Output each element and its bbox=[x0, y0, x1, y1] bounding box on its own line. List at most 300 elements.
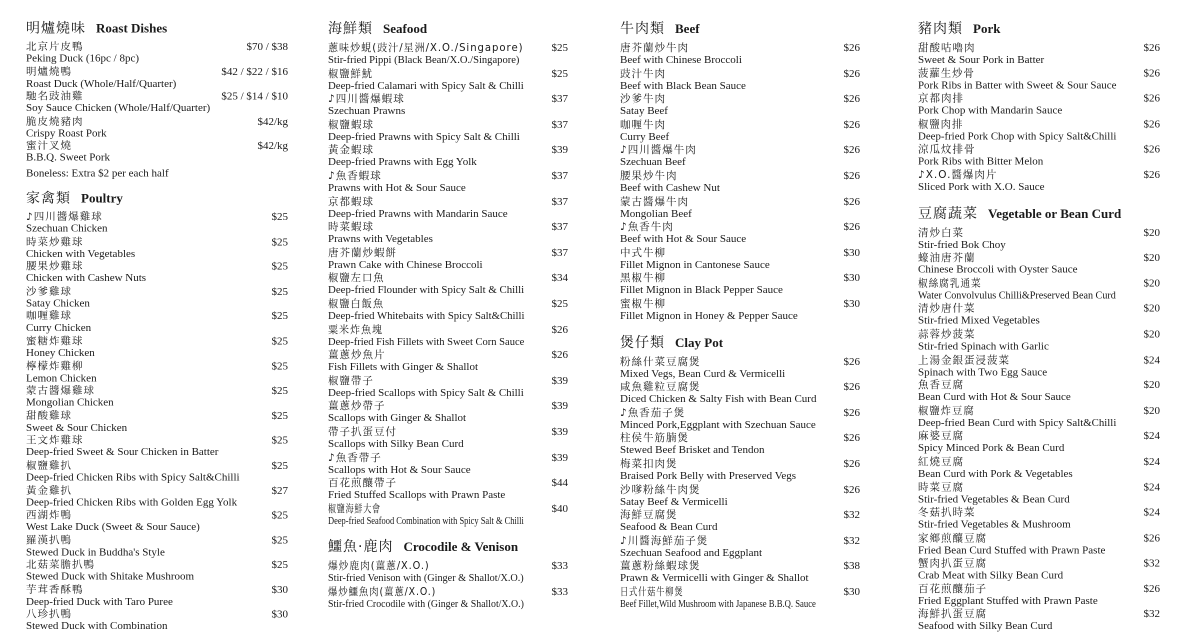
dish-names bbox=[620, 560, 809, 584]
dish-price: $25 bbox=[551, 67, 568, 80]
section-title-en: Beef bbox=[675, 21, 700, 36]
menu-item-roast-dishes bbox=[26, 66, 288, 91]
dish-name-en: Prawns with Vegetables bbox=[328, 233, 433, 246]
section-heading-pork bbox=[918, 18, 1160, 38]
menu-item-poultry bbox=[26, 410, 288, 435]
dish-price: $26 bbox=[1143, 583, 1160, 596]
dish-names bbox=[26, 91, 210, 114]
menu-item-seafood bbox=[328, 42, 568, 68]
menu-item-vegetable-or-bean-curd bbox=[918, 609, 1160, 634]
menu-item-poultry bbox=[26, 311, 288, 336]
dish-name-en: Stir-fried Vegetables & Mushroom bbox=[918, 518, 1071, 531]
dish-name-zh: 馳名豉油雞 bbox=[26, 90, 84, 103]
dish-name-zh: 帶子扒蛋豆付 bbox=[328, 425, 397, 438]
dish-name-en: Honey Chicken bbox=[26, 347, 95, 359]
dish-name-en: Beef Fillet,Wild Mushroom with Japanese B.B.Q. Sauce bbox=[620, 597, 816, 610]
dish-name-en: Beef with Cashew Nut bbox=[620, 181, 720, 194]
dish-name-en: Fillet Mignon in Black Pepper Sauce bbox=[620, 284, 783, 297]
dish-names bbox=[620, 119, 669, 143]
dish-names bbox=[328, 297, 525, 322]
menu-item-beef bbox=[620, 196, 860, 222]
dish-price: $39 bbox=[551, 425, 568, 438]
dish-name-en: Spinach with Two Egg Sauce bbox=[918, 365, 1048, 378]
dish-name-zh: 黑椒牛柳 bbox=[620, 272, 666, 285]
dish-name-zh: 百花煎釀帶子 bbox=[328, 477, 397, 490]
dish-names bbox=[620, 381, 816, 405]
dish-price: $32 bbox=[1143, 608, 1160, 621]
menu-item-beef bbox=[620, 247, 860, 273]
dish-name-en: Deep-fried Sweet & Sour Chicken in Batter bbox=[26, 446, 219, 459]
menu-item-poultry bbox=[26, 261, 288, 286]
menu-item-vegetable-or-bean-curd bbox=[918, 227, 1160, 252]
dish-name-en: Deep-fried Prawns with Spicy Salt & Chilli bbox=[328, 130, 520, 143]
dish-name-zh: ♪川醬海鮮茄子煲 bbox=[620, 534, 709, 547]
dish-names bbox=[328, 196, 508, 220]
dish-name-en: Satay Beef bbox=[620, 105, 668, 118]
dish-price: $37 bbox=[551, 195, 568, 208]
section-title-zh: 海鮮類 bbox=[328, 21, 373, 37]
dish-price: $39 bbox=[551, 374, 568, 387]
dish-names bbox=[918, 67, 1117, 92]
dish-price: $26 bbox=[843, 144, 860, 157]
dish-name-en: Scallops with Silky Bean Curd bbox=[328, 437, 464, 450]
dish-price: $24 bbox=[1143, 481, 1160, 494]
dish-price: $26 bbox=[843, 457, 860, 470]
dish-name-zh: ♪X.O.醬爆肉片 bbox=[918, 169, 998, 182]
dish-name-zh: 沙嗲粉絲牛肉煲 bbox=[620, 483, 701, 496]
menu-item-poultry bbox=[26, 236, 288, 261]
section-title-en: Crocodile & Venison bbox=[403, 539, 519, 555]
dish-name-en: Stewed Duck with Shitake Mushroom bbox=[26, 571, 195, 583]
menu-item-vegetable-or-bean-curd bbox=[918, 507, 1160, 532]
dish-price: $20 bbox=[1143, 252, 1160, 264]
section-title-zh: 牛肉類 bbox=[620, 21, 665, 37]
menu-item-seafood bbox=[328, 247, 568, 273]
dish-name-zh: ♪四川醬爆雞球 bbox=[26, 211, 103, 223]
dish-name-zh: 粉絲什菜豆腐煲 bbox=[620, 355, 701, 368]
dish-name-zh: 魚香豆腐 bbox=[918, 379, 964, 392]
dish-names bbox=[26, 410, 127, 433]
menu-item-poultry bbox=[26, 385, 288, 410]
dish-price: $30 bbox=[843, 297, 860, 310]
menu-item-poultry bbox=[26, 360, 288, 385]
dish-price: $25 bbox=[271, 435, 288, 447]
dish-name-zh: 檸檬炸雞柳 bbox=[26, 360, 84, 373]
dish-price: $26 bbox=[1143, 67, 1160, 80]
menu-item-poultry bbox=[26, 336, 288, 361]
dish-name-en: Deep-fried Chicken Ribs with Spicy Salt&Chilli bbox=[26, 471, 240, 484]
dish-name-en: Deep-fried Calamari with Spicy Salt & Chilli bbox=[328, 79, 524, 92]
dish-name-en: Mixed Vegs, Bean Curd & Vermicelli bbox=[620, 367, 786, 380]
dish-name-en: Sweet & Sour Pork in Batter bbox=[918, 53, 1045, 66]
dish-name-en: Pork Ribs in Batter with Sweet & Sour Sauce bbox=[918, 79, 1117, 92]
dish-name-zh: 王文炸雞球 bbox=[26, 435, 84, 447]
dish-price: $34 bbox=[551, 272, 568, 285]
dish-name-zh: 椒鹽肉排 bbox=[918, 118, 964, 131]
section-title-zh: 鱷魚·鹿肉 bbox=[328, 539, 394, 556]
dish-names bbox=[918, 169, 1044, 193]
dish-name-zh: 蒜蓉炒菠菜 bbox=[918, 328, 976, 341]
dish-name-zh: 薑蔥炒魚片 bbox=[328, 349, 386, 362]
dish-name-en: Satay Chicken bbox=[26, 297, 90, 310]
dish-name-zh: ♪魚香牛肉 bbox=[620, 221, 674, 234]
dish-names bbox=[620, 458, 796, 482]
menu-item-clay-pot bbox=[620, 381, 860, 407]
dish-name-en: Beef with Hot & Sour Sauce bbox=[620, 233, 747, 246]
dish-price: $42 / $22 / $16 bbox=[221, 66, 288, 78]
dish-name-en: Peking Duck (16pc / 8pc) bbox=[26, 52, 140, 65]
dish-name-en: Szechuan Chicken bbox=[26, 222, 108, 235]
dish-name-zh: 爆炒鹿肉(薑蔥/X.O.) bbox=[328, 560, 430, 573]
dish-name-en: Spicy Minced Pork & Bean Curd bbox=[918, 442, 1065, 455]
menu-item-vegetable-or-bean-curd bbox=[918, 328, 1160, 353]
dish-price: $27 bbox=[271, 484, 288, 497]
menu-item-seafood bbox=[328, 144, 568, 170]
dish-price: $26 bbox=[551, 349, 568, 362]
dish-price: $25 bbox=[271, 559, 288, 572]
menu-item-clay-pot bbox=[620, 356, 860, 382]
menu-item-pork bbox=[918, 67, 1160, 92]
dish-price: $32 bbox=[1143, 557, 1160, 570]
dish-names bbox=[26, 41, 139, 64]
dish-name-zh: 咸魚雞粒豆腐煲 bbox=[620, 381, 701, 394]
section-title-en: Vegetable or Bean Curd bbox=[988, 205, 1122, 221]
dish-names bbox=[26, 211, 108, 234]
dish-name-en: Fillet Mignon in Cantonese Sauce bbox=[620, 258, 770, 271]
dish-name-zh: 蜜椒牛柳 bbox=[620, 297, 666, 310]
menu-column-3 bbox=[620, 14, 860, 611]
dish-names bbox=[620, 272, 783, 296]
dish-names bbox=[918, 507, 1071, 531]
dish-price: $25 bbox=[271, 410, 288, 422]
dish-price: $25 bbox=[271, 211, 288, 223]
menu-item-pork bbox=[918, 118, 1160, 143]
dish-names bbox=[328, 452, 471, 476]
dish-name-en: Stewed Duck in Buddha's Style bbox=[26, 546, 165, 558]
menu-item-vegetable-or-bean-curd bbox=[918, 430, 1160, 455]
dish-name-en: Deep-fried Prawns with Mandarin Sauce bbox=[328, 207, 508, 220]
dish-names bbox=[26, 510, 200, 533]
menu-item-vegetable-or-bean-curd bbox=[918, 303, 1160, 328]
dish-name-zh: 海鮮扒蛋豆腐 bbox=[918, 608, 987, 621]
dish-names bbox=[328, 323, 525, 348]
dish-name-en: Stir-fried Bok Choy bbox=[918, 238, 1006, 251]
dish-price: $20 bbox=[1143, 226, 1160, 239]
menu-item-vegetable-or-bean-curd bbox=[918, 481, 1160, 506]
section-title-zh: 豆腐蔬菜 bbox=[918, 205, 978, 222]
menu-item-seafood bbox=[328, 503, 568, 529]
menu-item-vegetable-or-bean-curd bbox=[918, 583, 1160, 608]
dish-name-zh: 京都蝦球 bbox=[328, 195, 374, 208]
dish-name-en: Seafood & Bean Curd bbox=[620, 521, 718, 534]
dish-names bbox=[26, 609, 167, 632]
dish-names bbox=[328, 400, 466, 424]
dish-names bbox=[26, 435, 218, 458]
dish-name-en: Fried Stuffed Scallops with Prawn Paste bbox=[328, 489, 506, 502]
dish-name-en: Stir-fried Spinach with Garlic bbox=[918, 340, 1049, 353]
dish-names bbox=[328, 349, 478, 373]
menu-item-seafood bbox=[328, 272, 568, 298]
dish-name-en: Mongolian Beef bbox=[620, 207, 692, 220]
dish-names bbox=[328, 93, 405, 117]
menu-item-beef bbox=[620, 170, 860, 196]
menu-item-roast-dishes bbox=[26, 141, 288, 166]
dish-price: $26 bbox=[843, 93, 860, 106]
dish-names bbox=[26, 116, 107, 139]
dish-name-zh: 羅漢扒鴨 bbox=[26, 534, 72, 547]
menu-item-beef bbox=[620, 221, 860, 247]
dish-name-en: Pork Chop with Mandarin Sauce bbox=[918, 104, 1063, 117]
dish-price: $20 bbox=[1143, 404, 1160, 417]
dish-name-zh: 椒鹽白飯魚 bbox=[328, 297, 385, 310]
dish-name-zh: 涼瓜炆排骨 bbox=[918, 143, 976, 156]
menu-item-clay-pot bbox=[620, 407, 860, 433]
menu-item-poultry bbox=[26, 510, 288, 535]
dish-name-en: Deep-fried Bean Curd with Spicy Salt&Chilli bbox=[918, 416, 1117, 429]
menu-item-roast-dishes bbox=[26, 41, 288, 66]
menu-item-beef bbox=[620, 93, 860, 119]
dish-name-zh: 椒鹽海鮮大會 bbox=[328, 502, 381, 515]
menu-item-beef bbox=[620, 272, 860, 298]
dish-names bbox=[918, 354, 1047, 378]
dish-names bbox=[620, 535, 762, 559]
menu-item-seafood bbox=[328, 68, 568, 94]
section-title-en: Clay Pot bbox=[675, 334, 724, 350]
dish-name-zh: 菠蘿生炒骨 bbox=[918, 67, 975, 80]
dish-name-zh: 唐芥蘭炒蝦餅 bbox=[328, 246, 397, 259]
dish-names bbox=[328, 119, 520, 143]
dish-name-zh: 海鮮豆腐煲 bbox=[620, 509, 678, 522]
dish-price: $39 bbox=[551, 144, 568, 157]
dish-name-zh: 椒鹽蝦球 bbox=[328, 118, 374, 131]
dish-names bbox=[918, 303, 1040, 327]
section-heading-crocodile-venison bbox=[328, 536, 568, 556]
dish-price: $25 bbox=[271, 534, 288, 547]
dish-name-zh: 北菇菜膽扒鴨 bbox=[26, 559, 95, 572]
dish-name-zh: 甜酸雞球 bbox=[26, 410, 72, 422]
dish-names bbox=[26, 460, 240, 483]
dish-name-en: Sweet & Sour Chicken bbox=[26, 421, 128, 434]
dish-names bbox=[620, 196, 692, 220]
dish-name-en: Deep-fried Fish Fillets with Sweet Corn Sauce bbox=[328, 335, 525, 348]
dish-name-en: Curry Beef bbox=[620, 130, 670, 143]
dish-name-en: Deep-fried Prawns with Egg Yolk bbox=[328, 156, 477, 169]
dish-names bbox=[26, 336, 95, 359]
dish-price: $20 bbox=[1143, 277, 1160, 290]
menu-item-poultry bbox=[26, 559, 288, 584]
menu-item-beef bbox=[620, 144, 860, 170]
dish-names bbox=[620, 432, 764, 456]
menu-item-beef bbox=[620, 119, 860, 145]
menu-item-roast-dishes bbox=[26, 91, 288, 116]
dish-name-zh: 上湯金銀蛋浸菠菜 bbox=[918, 353, 1010, 366]
dish-names bbox=[26, 535, 165, 558]
dish-price: $39 bbox=[551, 451, 568, 464]
dish-name-zh: 蒙古醬爆雞球 bbox=[26, 385, 95, 398]
dish-names bbox=[328, 42, 524, 66]
section-note: Boneless: Extra $2 per each half bbox=[26, 167, 169, 180]
dish-name-zh: 中式牛柳 bbox=[620, 246, 666, 259]
dish-name-zh: 脆皮燒豬肉 bbox=[26, 115, 84, 128]
dish-names bbox=[26, 236, 135, 259]
dish-name-zh: 梅菜扣肉煲 bbox=[620, 457, 678, 470]
dish-name-en: Fried Bean Curd Stuffed with Prawn Paste bbox=[918, 544, 1106, 557]
dish-name-en: Beef with Black Bean Sauce bbox=[620, 79, 746, 92]
dish-name-en: Soy Sauce Chicken (Whole/Half/Quarter) bbox=[26, 102, 211, 115]
menu-item-seafood bbox=[328, 221, 568, 247]
dish-price: $25 bbox=[271, 260, 288, 273]
dish-name-zh: ♪魚香帶子 bbox=[328, 451, 382, 464]
menu-item-vegetable-or-bean-curd bbox=[918, 558, 1160, 583]
dish-price: $26 bbox=[1143, 532, 1160, 545]
dish-names bbox=[328, 426, 464, 450]
dish-name-en: Fish Fillets with Ginger & Shallot bbox=[328, 361, 479, 374]
dish-price: $37 bbox=[551, 221, 568, 234]
dish-name-en: Water Convolvulus Chilli&Preserved Bean Curd bbox=[918, 289, 1116, 302]
dish-price: $26 bbox=[1143, 41, 1160, 54]
dish-name-en: Minced Pork,Eggplant with Szechuan Sauce bbox=[620, 418, 816, 431]
dish-name-zh: ♪四川醬爆蝦球 bbox=[328, 93, 405, 106]
dish-price: $30 bbox=[843, 585, 860, 598]
dish-price: $26 bbox=[843, 483, 860, 496]
dish-name-en: Deep-fried Whitebaits with Spicy Salt&Chilli bbox=[328, 309, 525, 322]
dish-names bbox=[620, 42, 742, 66]
menu-item-seafood bbox=[328, 400, 568, 426]
dish-price: $33 bbox=[551, 585, 568, 598]
dish-name-en: Deep-fried Seafood Combination with Spicy Salt & Chilli bbox=[328, 514, 524, 527]
section-title-zh: 豬肉類 bbox=[918, 20, 963, 37]
dish-price: $26 bbox=[843, 432, 860, 445]
section-heading-beef bbox=[620, 18, 860, 38]
menu-item-vegetable-or-bean-curd bbox=[918, 456, 1160, 481]
dish-names bbox=[620, 68, 746, 92]
dish-price: $26 bbox=[843, 355, 860, 368]
dish-names bbox=[918, 583, 1098, 607]
menu-item-seafood bbox=[328, 349, 568, 375]
dish-price: $42/kg bbox=[257, 115, 288, 128]
menu-item-vegetable-or-bean-curd bbox=[918, 379, 1160, 404]
menu-item-poultry bbox=[26, 485, 288, 510]
dish-name-zh: 椒絲腐乳通菜 bbox=[918, 277, 982, 290]
dish-price: $37 bbox=[551, 169, 568, 182]
dish-name-zh: 椒鹽左口魚 bbox=[328, 272, 385, 285]
dish-price: $24 bbox=[1143, 455, 1160, 468]
dish-name-en: Chinese Broccoli with Oyster Sauce bbox=[918, 263, 1078, 276]
dish-name-en: Crab Meat with Silky Bean Curd bbox=[918, 569, 1064, 582]
dish-name-en: Stir-fried Vegetables & Bean Curd bbox=[918, 493, 1070, 506]
dish-names bbox=[918, 481, 1070, 505]
dish-price: $26 bbox=[843, 169, 860, 182]
dish-name-zh: 沙爹牛肉 bbox=[620, 93, 666, 106]
dish-name-en: Szechuan Prawns bbox=[328, 105, 406, 118]
section-heading-roast-dishes bbox=[26, 18, 288, 37]
dish-name-zh: 腰果炒牛肉 bbox=[620, 169, 678, 182]
dish-price: $37 bbox=[551, 93, 568, 106]
dish-names bbox=[328, 221, 433, 245]
dish-name-en: Lemon Chicken bbox=[26, 372, 97, 384]
dish-name-zh: 黃金雞扒 bbox=[26, 484, 72, 497]
section-heading-vegetable-or-bean-curd bbox=[918, 203, 1160, 223]
dish-price: $40 bbox=[551, 502, 568, 515]
dish-price: $26 bbox=[843, 42, 860, 54]
menu-column-2 bbox=[328, 14, 568, 611]
dish-names bbox=[918, 277, 1116, 302]
dish-name-zh: 蔥味炒蜆(豉汁/星洲/X.O./Singapore) bbox=[328, 42, 524, 54]
dish-name-zh: 椒鹽炸豆腐 bbox=[918, 404, 975, 417]
dish-name-en: B.B.Q. Sweet Pork bbox=[26, 152, 111, 165]
dish-name-en: Roast Duck (Whole/Half/Quarter) bbox=[26, 77, 177, 90]
dish-names bbox=[328, 170, 466, 194]
menu-item-poultry bbox=[26, 609, 288, 634]
menu-item-roast-dishes bbox=[26, 116, 288, 141]
menu-item-crocodile-venison bbox=[328, 560, 568, 586]
menu-item-vegetable-or-bean-curd bbox=[918, 354, 1160, 379]
dish-name-en: Braised Pork Belly with Preserved Vegs bbox=[620, 469, 797, 482]
dish-price: $26 bbox=[843, 221, 860, 234]
dish-name-en: Deep-fried Pork Chop with Spicy Salt&Chilli bbox=[918, 130, 1117, 143]
menu-item-seafood bbox=[328, 375, 568, 401]
dish-names bbox=[620, 484, 728, 508]
menu-item-poultry bbox=[26, 460, 288, 485]
dish-name-zh: 椒鹽鮮魷 bbox=[328, 67, 374, 80]
dish-names bbox=[918, 532, 1105, 556]
section-title-zh: 煲仔類 bbox=[620, 334, 665, 351]
menu-item-pork bbox=[918, 169, 1160, 194]
dish-names bbox=[620, 221, 746, 245]
menu-item-seafood bbox=[328, 324, 568, 350]
menu-item-seafood bbox=[328, 119, 568, 145]
menu-item-pork bbox=[918, 93, 1160, 118]
dish-names bbox=[918, 379, 1071, 403]
menu-column-1 bbox=[26, 14, 288, 634]
dish-name-zh: 明爐燒鴨 bbox=[26, 66, 72, 78]
menu-item-vegetable-or-bean-curd bbox=[918, 252, 1160, 277]
menu-item-seafood bbox=[328, 93, 568, 119]
menu-item-poultry bbox=[26, 211, 288, 236]
dish-names bbox=[26, 485, 237, 508]
dish-name-zh: 粟米炸魚塊 bbox=[328, 323, 383, 336]
dish-name-zh: 清炒白菜 bbox=[918, 226, 964, 239]
dish-name-zh: 芋茸香酥鴨 bbox=[26, 584, 84, 596]
dish-name-zh: 蜜汁叉燒 bbox=[26, 140, 72, 153]
dish-price: $32 bbox=[843, 534, 860, 547]
dish-price: $24 bbox=[1143, 506, 1160, 519]
dish-names bbox=[328, 585, 524, 610]
dish-names bbox=[328, 375, 523, 399]
dish-price: $26 bbox=[1143, 92, 1160, 105]
dish-price: $24 bbox=[1143, 430, 1160, 443]
dish-name-zh: 薑蔥炒帶子 bbox=[328, 400, 386, 413]
dish-name-zh: 清炒唐什菜 bbox=[918, 302, 976, 315]
dish-price: $44 bbox=[551, 477, 568, 490]
dish-names bbox=[328, 144, 477, 168]
dish-price: $26 bbox=[843, 381, 860, 394]
dish-names bbox=[918, 430, 1064, 454]
section-title-zh: 家禽類 bbox=[26, 190, 71, 207]
dish-name-en: Szechuan Seafood and Eggplant bbox=[620, 546, 763, 559]
dish-names bbox=[918, 558, 1063, 582]
menu-item-vegetable-or-bean-curd bbox=[918, 405, 1160, 430]
dish-price: $37 bbox=[551, 118, 568, 131]
dish-names bbox=[26, 66, 176, 89]
dish-name-en: Stewed Duck with Combination bbox=[26, 620, 168, 633]
section-title-en: Roast Dishes bbox=[96, 20, 168, 36]
menu-item-seafood bbox=[328, 477, 568, 503]
dish-price: $39 bbox=[551, 400, 568, 413]
dish-name-en: Mongolian Chicken bbox=[26, 397, 114, 409]
dish-price: $30 bbox=[843, 246, 860, 259]
dish-name-zh: ♪四川醬爆牛肉 bbox=[620, 144, 697, 157]
